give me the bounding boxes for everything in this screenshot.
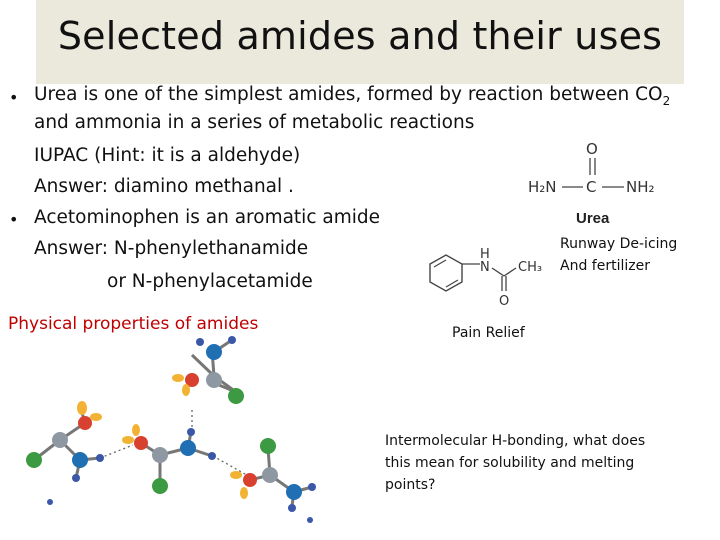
urea-right-amine: NH₂: [626, 178, 655, 196]
carbon-atom: [262, 467, 278, 483]
lone-pair: [77, 401, 87, 415]
hydrogen-atom: [308, 483, 316, 491]
hydrogen-atom: [96, 454, 104, 462]
question-line-2: this mean for solubility and melting: [385, 455, 635, 471]
question-line-3: points?: [385, 477, 436, 493]
physical-properties-heading: Physical properties of amides: [8, 314, 259, 334]
hydrogen-atom: [228, 336, 236, 344]
lone-pair: [230, 471, 242, 479]
r-group-atom: [228, 388, 244, 404]
nitrogen-atom: [206, 344, 222, 360]
urea-structure: [520, 138, 690, 230]
hydrogen-atom: [307, 517, 313, 523]
oxygen-atom: [243, 473, 257, 487]
carbon-atom: [206, 372, 222, 388]
bullet-2-alt-answer: or N-phenylacetamide: [107, 271, 313, 292]
lone-pair: [122, 436, 134, 444]
r-group-atom: [152, 478, 168, 494]
slide-title: Selected amides and their uses: [57, 14, 663, 58]
urea-label: Urea: [576, 210, 610, 227]
urea-carbon-label: C: [586, 178, 597, 196]
amide-hydrogen-bonding-illustration: [20, 330, 340, 530]
lone-pair: [182, 384, 190, 396]
r-group-atom: [260, 438, 276, 454]
hydrogen-atom: [187, 428, 195, 436]
hydrogen-atom: [288, 504, 296, 512]
carbon-atom: [52, 432, 68, 448]
bullet-1-line-2: and ammonia in a series of metabolic reactions: [34, 112, 475, 133]
lone-pair: [132, 424, 140, 436]
acetanilide-n-label: N: [480, 260, 490, 275]
r-group-atom: [26, 452, 42, 468]
urea-use-line-1: Runway De-icing: [560, 236, 678, 252]
hydrogen-atom: [47, 499, 53, 505]
urea-oxygen-label: O: [586, 140, 598, 158]
bullet-2-line-1: Acetominophen is an aromatic amide: [34, 207, 380, 228]
bullet-1-line-1: Urea is one of the simplest amides, formed by reaction between $CO_2$: [34, 84, 671, 108]
carbon-atom: [152, 447, 168, 463]
hydrogen-atom: [196, 338, 204, 346]
lone-pair: [172, 374, 184, 382]
bullet-marker: •: [9, 210, 19, 229]
lone-pair: [90, 413, 102, 421]
lone-pair: [240, 487, 248, 499]
bullet-2-answer: Answer: N-phenylethanamide: [34, 238, 309, 259]
acetaminophen-use: Pain Relief: [452, 325, 525, 341]
hydrogen-atom: [208, 452, 216, 460]
bullet-1-hint: IUPAC (Hint: it is a aldehyde): [34, 145, 301, 166]
bullet-marker: •: [9, 88, 19, 107]
acetanilide-h-label: H: [480, 247, 490, 262]
oxygen-atom: [134, 436, 148, 450]
oxygen-atom: [78, 416, 92, 430]
acetanilide-o-label: O: [499, 294, 510, 309]
urea-use-line-2: And fertilizer: [560, 258, 650, 274]
acetanilide-ch3-label: CH₃: [518, 260, 543, 275]
nitrogen-atom: [286, 484, 302, 500]
question-line-1: Intermolecular H-bonding, what does: [385, 433, 646, 449]
nitrogen-atom: [72, 452, 88, 468]
urea-left-amine: H₂N: [528, 178, 557, 196]
hydrogen-atom: [72, 474, 80, 482]
nitrogen-atom: [180, 440, 196, 456]
bullet-1-answer: Answer: diamino methanal .: [34, 176, 294, 197]
acetanilide-structure: [416, 244, 556, 310]
